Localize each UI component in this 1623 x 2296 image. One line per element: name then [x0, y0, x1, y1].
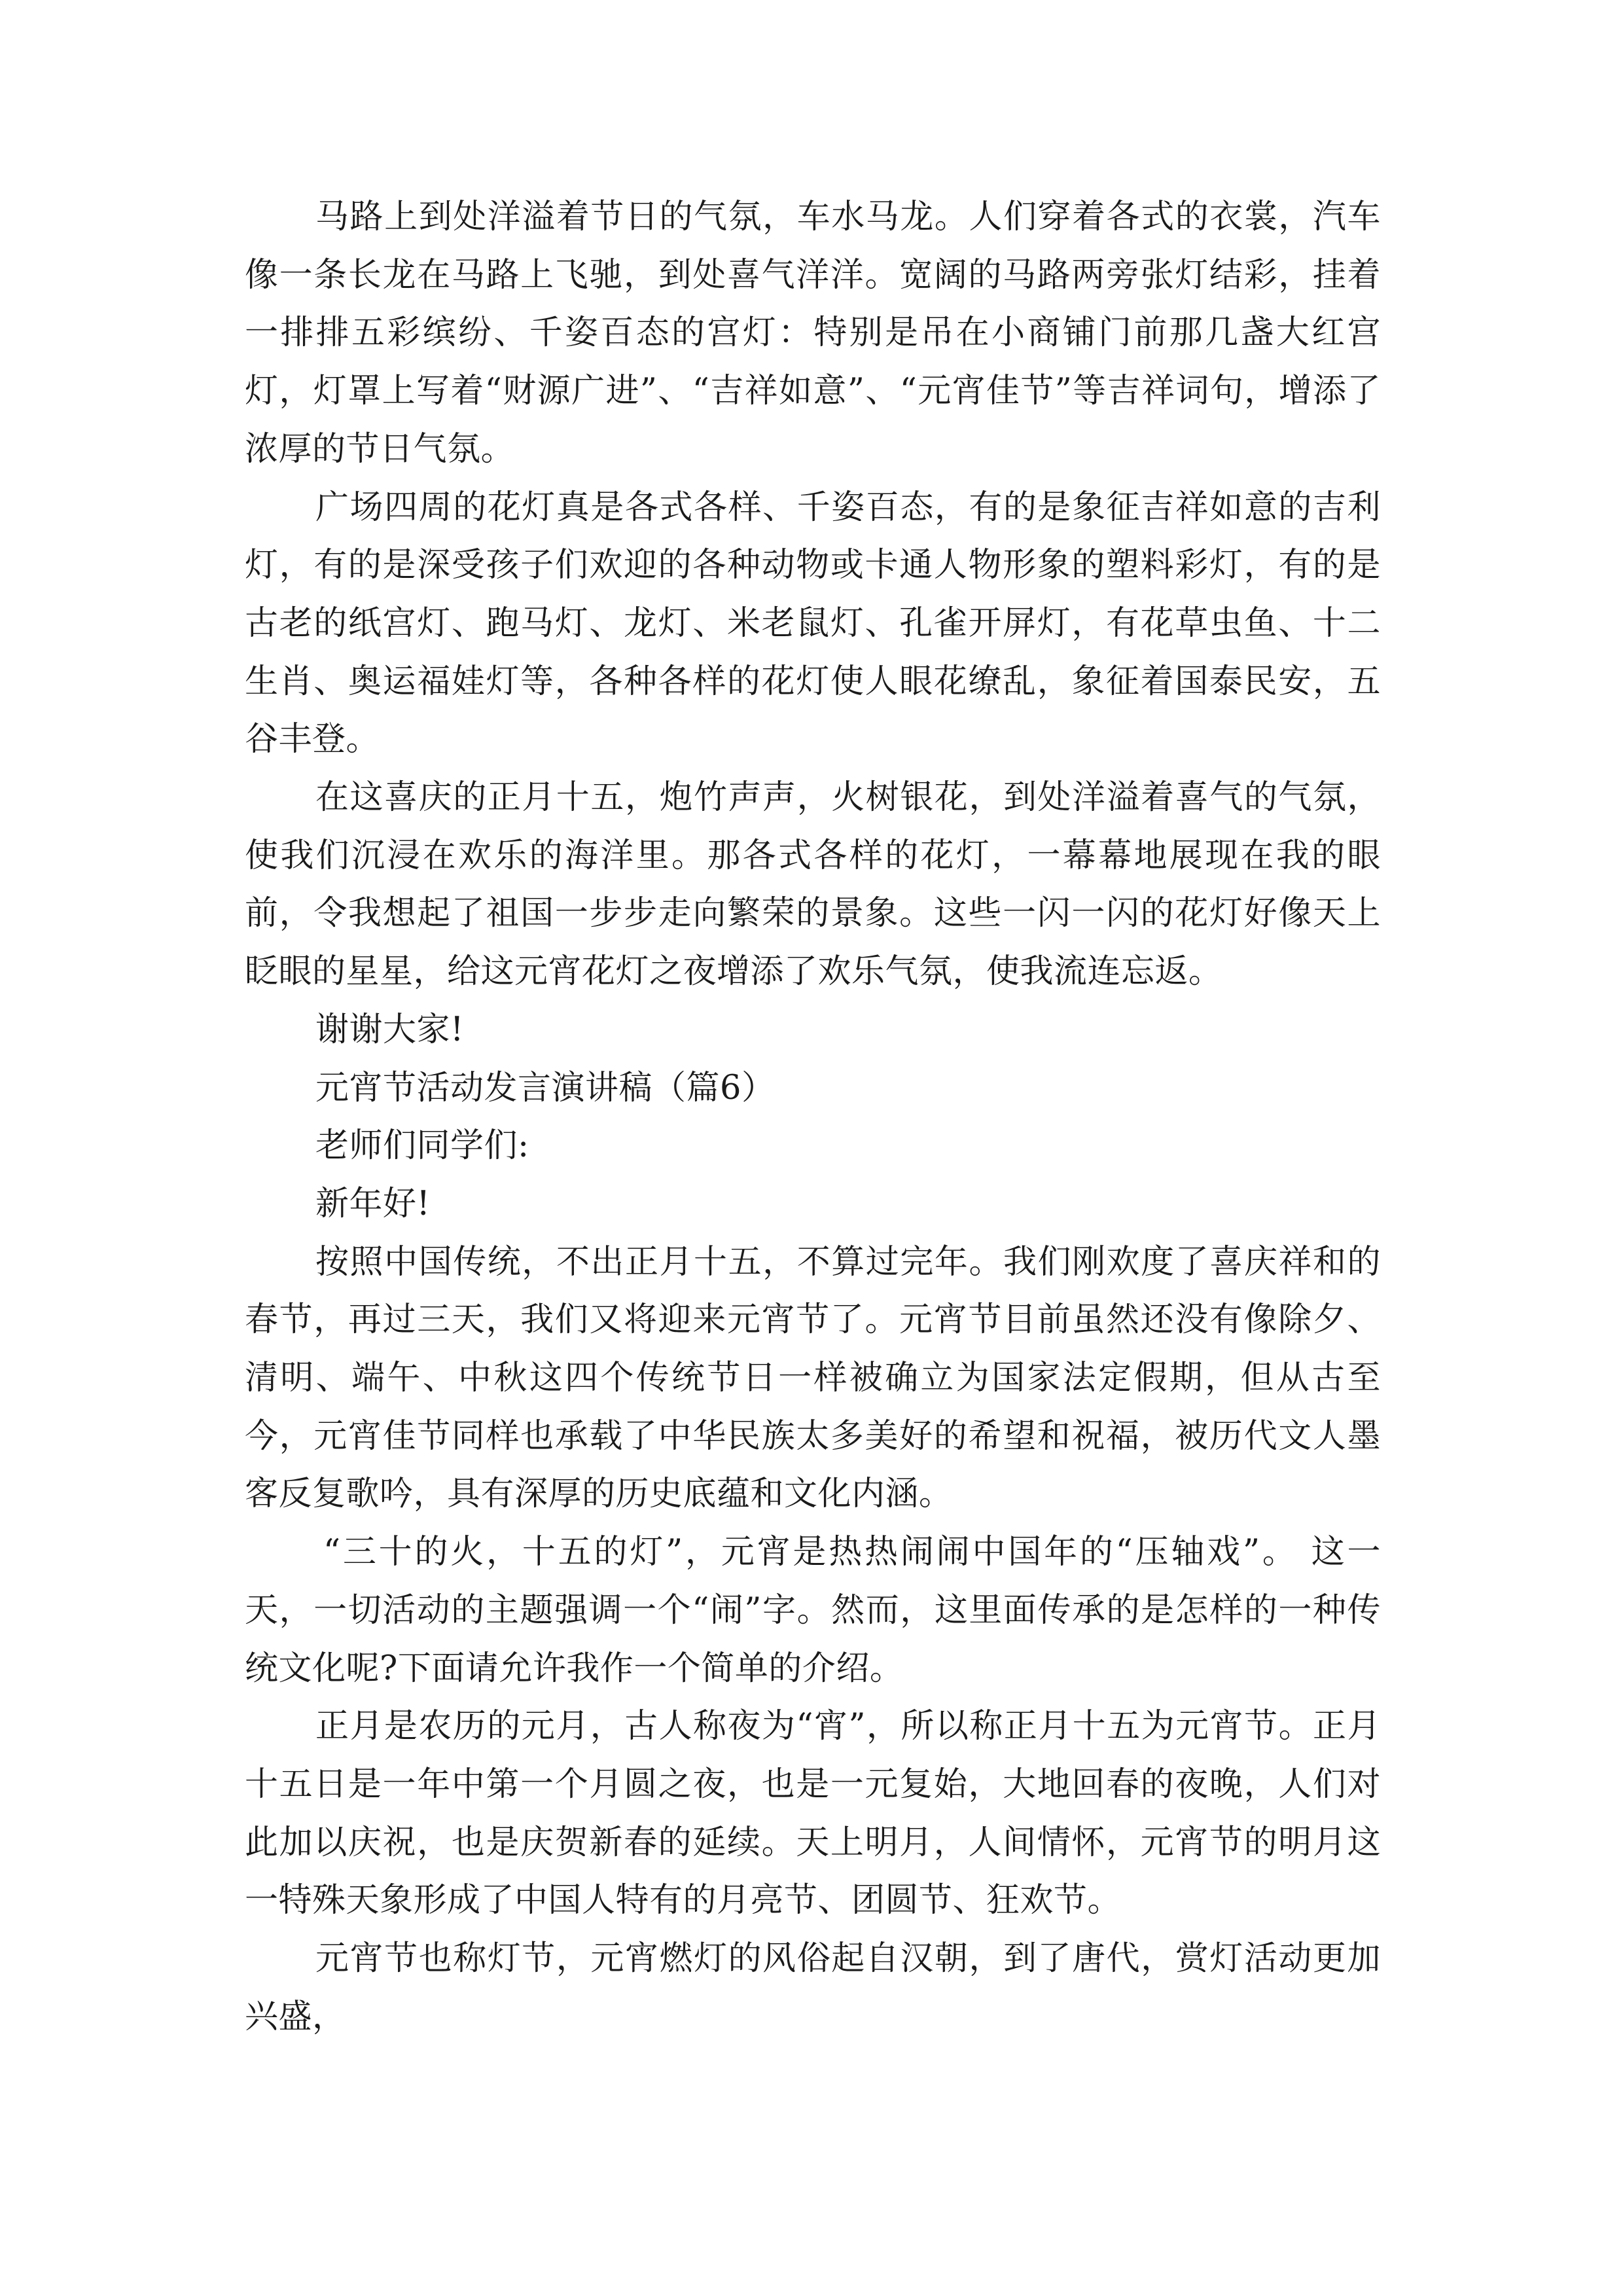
- paragraph-finale: “三十的火，十五的灯”，元宵是热热闹闹中国年的“压轴戏”。 这一天，一切活动的主题强调一个“闹”字。然而，这里面传承的是怎样的一种传统文化呢?下面请允许我作一个简单的介绍。: [245, 1533, 1381, 1688]
- paragraph-first-month: 正月是农历的元月，古人称夜为“宵”，所以称正月十五为元宵节。正月十五日是一年中第一个月圆之夜，也是一元复始，大地回春的夜晚，人们对此加以庆祝，也是庆贺新春的延续。天上明月，人间情怀，元宵节的明月这一特殊天象形成了中国人特有的月亮节、团圆节、狂欢节。: [245, 1707, 1381, 1920]
- paragraph-street-festive: 马路上到处洋溢着节日的气氛，车水马龙。人们穿着各式的衣裳，汽车像一条长龙在马路上飞驰，到处喜气洋洋。宽阔的马路两旁张灯结彩，挂着一排排五彩缤纷、千姿百态的宫灯：特别是吊在小商铺门前那几盏大红宫灯，灯罩上写着“财源广进”、“吉祥如意”、“元宵佳节”等吉祥词句，增添了浓厚的节日气氛。: [245, 198, 1381, 469]
- paragraph-lantern-festival: 元宵节也称灯节，元宵燃灯的风俗起自汉朝，到了唐代，赏灯活动更加兴盛，: [245, 1939, 1381, 2036]
- paragraph-fifteenth-celebration: 在这喜庆的正月十五，炮竹声声，火树银花，到处洋溢着喜气的气氛，使我们沉浸在欢乐的海洋里。那各式各样的花灯，一幕幕地展现在我的眼前，令我想起了祖国一步步走向繁荣的景象。这些一闪一闪的花灯好像天上眨眼的星星，给这元宵花灯之夜增添了欢乐气氛，使我流连忘返。: [245, 778, 1381, 992]
- document-body: [245, 188, 1381, 2047]
- paragraph-square-lanterns: 广场四周的花灯真是各式各样、千姿百态，有的是象征吉祥如意的吉利灯，有的是深受孩子们欢迎的各种动物或卡通人物形象的塑料彩灯，有的是古老的纸宫灯、跑马灯、龙灯、米老鼠灯、孔雀开屏灯，有花草虫鱼、十二生肖、奥运福娃灯等，各种各样的花灯使人眼花缭乱，象征着国泰民安，五谷丰登。: [245, 488, 1381, 759]
- paragraph-greeting: 老师们同学们:: [315, 1126, 529, 1166]
- paragraph-new-year: 新年好!: [315, 1184, 431, 1223]
- paragraph-tradition: 按照中国传统，不出正月十五，不算过完年。我们刚欢度了喜庆祥和的春节，再过三天，我们又将迎来元宵节了。元宵节目前虽然还没有像除夕、清明、端午、中秋这四个传统节日一样被确立为国家法定假期，但从古至今，元宵佳节同样也承载了中华民族太多美好的希望和祝福，被历代文人墨客反复歌吟，具有深厚的历史底蕴和文化内涵。: [245, 1242, 1381, 1514]
- section-title: 元宵节活动发言演讲稿（篇6）: [315, 1068, 776, 1107]
- paragraph-thanks: 谢谢大家!: [315, 1010, 464, 1049]
